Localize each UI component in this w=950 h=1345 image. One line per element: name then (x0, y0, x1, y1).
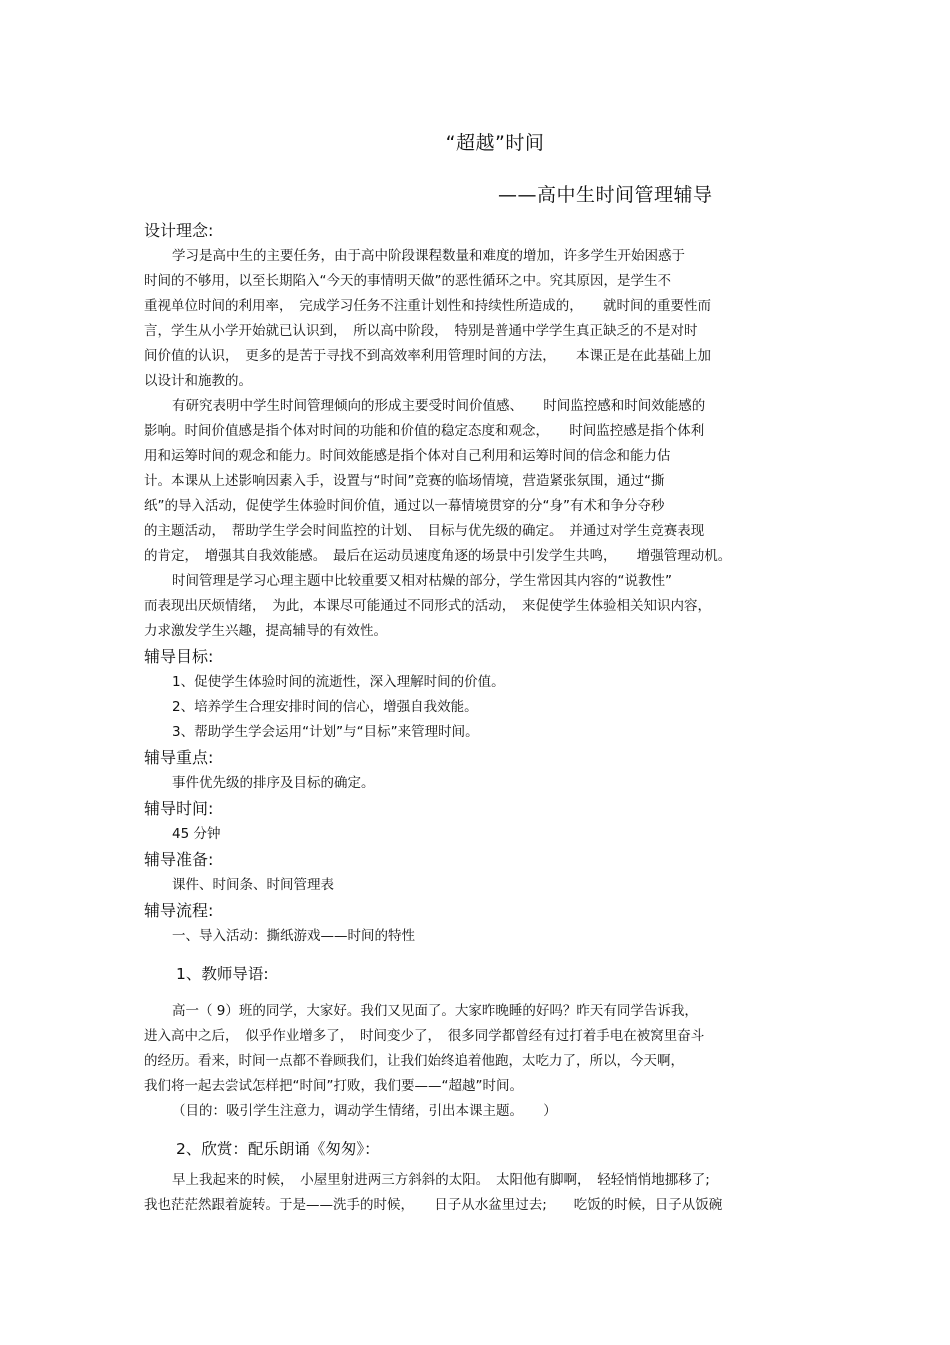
concept-line: 计。本课从上述影响因素入手，设置与“时间”竞赛的临场情境，营造紧张氛围，通过“撕 (144, 473, 665, 489)
flow-part1-heading: 1、教师导语: (176, 965, 269, 983)
concept-line: 重视单位时间的利用率， 完成学习任务不注重计划性和持续性所造成的， 就时间的重要性而 (144, 298, 711, 314)
concept-line: 学习是高中生的主要任务，由于高中阶段课程数量和难度的增加，许多学生开始困惑于 (172, 248, 685, 264)
part1-purpose: （目的：吸引学生注意力，调动学生情绪，引出本课主题。 ） (172, 1103, 557, 1119)
part1-line: 高一（ 9）班的同学，大家好。我们又见面了。大家昨晚睡的好吗？昨天有同学告诉我， (172, 1003, 698, 1019)
prep-text: 课件、时间条、时间管理表 (172, 877, 334, 893)
section-heading-concept: 设计理念: (144, 221, 214, 240)
concept-line: 以设计和施教的。 (144, 373, 252, 389)
document-title: “超越”时间 (445, 132, 545, 154)
section-heading-prep: 辅导准备: (144, 850, 214, 869)
document-subtitle: ——高中生时间管理辅导 (498, 184, 713, 206)
part2-line: 我也茫茫然跟着旋转。于是——洗手的时候， 日子从水盆里过去; 吃饭的时候，日子从饭碗 (144, 1197, 723, 1213)
concept-line: 用和运筹时间的观念和能力。时间效能感是指个体对自己利用和运筹时间的信念和能力估 (144, 448, 671, 464)
time-text: 45 分钟 (172, 826, 221, 842)
section-heading-goals: 辅导目标: (144, 647, 214, 666)
section-heading-time: 辅导时间: (144, 799, 214, 818)
flow-part2-heading: 2、欣赏：配乐朗诵《匆匆》： (176, 1140, 380, 1158)
concept-line: 间价值的认识， 更多的是苦于寻找不到高效率利用管理时间的方法， 本课正是在此基础上加 (144, 348, 711, 364)
concept-line: 言，学生从小学开始就已认识到， 所以高中阶段， 特别是普通中学学生真正缺乏的不是对时 (144, 323, 698, 339)
part1-line: 我们将一起去尝试怎样把“时间”打败，我们要——“超越”时间。 (144, 1078, 523, 1094)
part2-line: 早上我起来的时候， 小屋里射进两三方斜斜的太阳。 太阳他有脚啊， 轻轻悄悄地挪移了; (172, 1172, 710, 1188)
concept-line: 纸”的导入活动，促使学生体验时间价值，通过以一幕情境贯穿的分“身”有术和争分夺秒 (144, 498, 665, 514)
part1-line: 进入高中之后， 似乎作业增多了， 时间变少了， 很多同学都曾经有过打着手电在被窝里奋斗 (144, 1028, 705, 1044)
goal-item: 1、促使学生体验时间的流逝性，深入理解时间的价值。 (172, 674, 505, 690)
concept-line: 的肯定， 增强其自我效能感。 最后在运动员速度角逐的场景中引发学生共鸣， 增强管理动机。 (144, 548, 732, 564)
document-body (144, 218, 804, 1218)
part1-line: 的经历。看来，时间一点都不眷顾我们，让我们始终追着他跑，太吃力了，所以，今天啊， (144, 1053, 684, 1069)
concept-line: 而表现出厌烦情绪， 为此，本课尽可能通过不同形式的活动， 来促使学生体验相关知识内容， (144, 598, 711, 614)
concept-line: 时间管理是学习心理主题中比较重要又相对枯燥的部分，学生常因其内容的“说教性” (172, 573, 672, 589)
focus-text: 事件优先级的排序及目标的确定。 (172, 775, 375, 791)
goal-item: 2、培养学生合理安排时间的信心，增强自我效能。 (172, 699, 478, 715)
concept-line: 影响。时间价值感是指个体对时间的功能和价值的稳定态度和观念， 时间监控感是指个体利 (144, 423, 705, 439)
concept-line: 有研究表明中学生时间管理倾向的形成主要受时间价值感、 时间监控感和时间效能感的 (172, 398, 706, 414)
concept-line: 时间的不够用，以至长期陷入“今天的事情明天做”的恶性循环之中。究其原因，是学生不 (144, 273, 671, 289)
concept-line: 的主题活动， 帮助学生学会时间监控的计划、 目标与优先级的确定。 并通过对学生竞赛表现 (144, 523, 705, 539)
flow-step-1: 一、导入活动：撕纸游戏——时间的特性 (172, 928, 415, 944)
goal-item: 3、帮助学生学会运用“计划”与“目标”来管理时间。 (172, 724, 479, 740)
section-heading-focus: 辅导重点: (144, 748, 214, 767)
concept-line: 力求激发学生兴趣，提高辅导的有效性。 (144, 623, 387, 639)
section-heading-flow: 辅导流程: (144, 901, 214, 920)
